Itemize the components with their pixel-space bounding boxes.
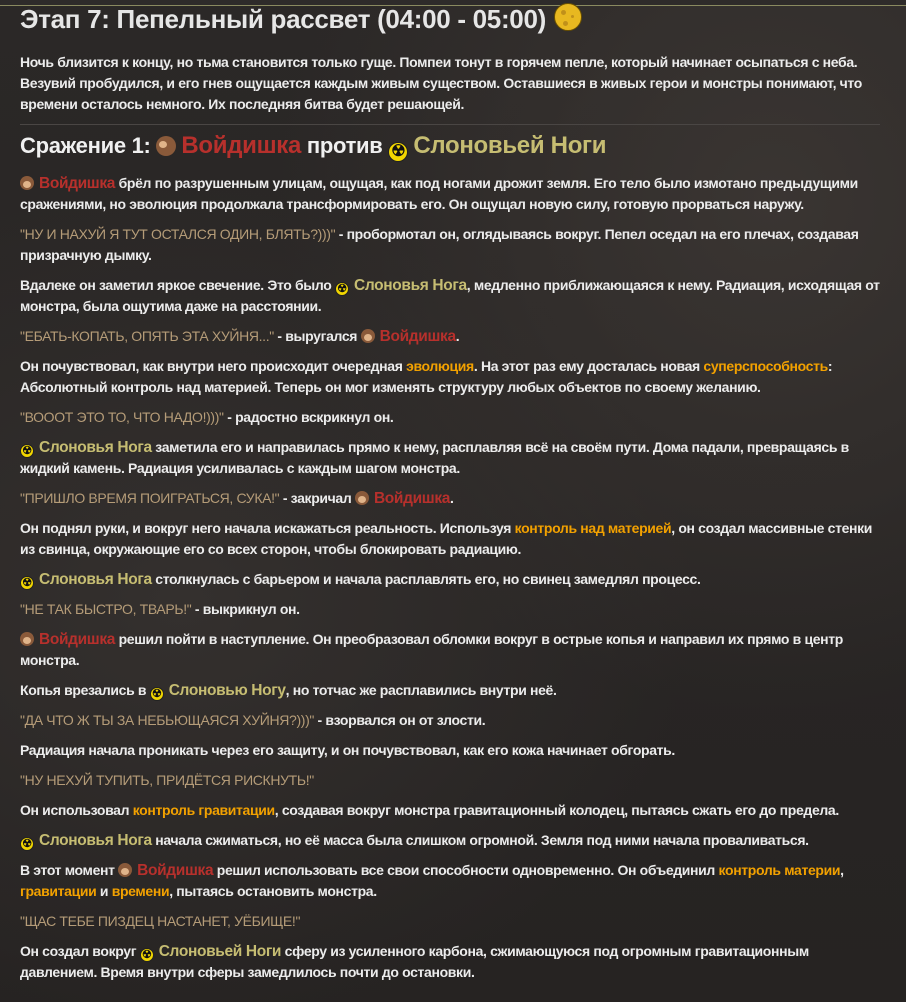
text: , пытаясь остановить монстра.	[169, 883, 377, 899]
text: Он создал вокруг	[20, 943, 140, 959]
story-paragraph	[20, 830, 880, 851]
hero-name: Войдишка	[39, 175, 116, 192]
story-paragraph	[20, 173, 880, 215]
story-paragraph	[20, 740, 880, 761]
text: , но тотчас же расплавились внутри неё.	[285, 682, 557, 698]
text: - выругался	[273, 328, 361, 344]
story-paragraph	[20, 800, 880, 821]
text: сферу из усиленного карбона, сжимающуюся под огромным гравитационным давлением. Время внутри сферы замедлилось почти до остановки.	[20, 943, 809, 980]
text: - закричал	[279, 490, 355, 506]
power-name: времени	[111, 883, 170, 899]
text: ,	[840, 862, 844, 878]
power-name: контроль гравитации	[132, 802, 275, 818]
story-paragraph	[20, 710, 880, 731]
monster-name: Слоновья Нога	[39, 439, 152, 456]
power-name: контроль материи	[718, 862, 841, 878]
monkey-icon	[156, 136, 176, 156]
story-paragraph	[20, 224, 880, 266]
stage-title	[20, 2, 880, 36]
radioactive-icon: ☢	[388, 142, 408, 162]
text: Радиация начала проникать через его защиту, и он почувствовал, как его кожа начинает обгорать.	[20, 742, 675, 758]
monster-name: Слоновья Нога	[39, 571, 152, 588]
quote: "ЕБАТЬ-КОПАТЬ, ОПЯТЬ ЭТА ХУЙНЯ..."	[20, 328, 274, 344]
stage-intro: Ночь близится к концу, но тьма становится только гуще. Помпеи тонут в горячем пепле, который начинает осыпаться с неба. Везувий пробудился, и его гнев ощущается каждым живым существом. Оставшиеся в живых герои и монстры понимают, что времени осталось немного. Их последняя битва будет решающей.	[20, 54, 862, 112]
monster-name: Слоновьей Ноги	[158, 943, 282, 960]
story-paragraph	[20, 275, 880, 317]
quote: "ДА ЧТО Ж ТЫ ЗА НЕБЬЮЩАЯСЯ ХУЙНЯ?)))"	[20, 712, 315, 728]
radioactive-icon: ☢	[150, 687, 164, 701]
text: .	[455, 328, 460, 344]
quote: "ПРИШЛО ВРЕМЯ ПОИГРАТЬСЯ, СУКА!"	[20, 490, 280, 506]
monkey-icon	[361, 329, 375, 343]
monster-name: Слоновьей Ноги	[413, 132, 607, 159]
text: начала сжиматься, но её масса была слишком огромной. Земля под ними начала проваливаться.	[151, 832, 809, 848]
story-paragraph	[20, 599, 880, 620]
versus-label: против	[306, 133, 383, 158]
monkey-icon	[355, 491, 369, 505]
battle-heading	[20, 131, 880, 162]
text: Копья врезались в	[20, 682, 150, 698]
power-name: контроль над материей	[514, 520, 672, 536]
story-paragraph	[20, 356, 880, 398]
story-paragraph	[20, 860, 880, 902]
text: . На этот раз ему досталась новая	[473, 358, 704, 374]
text: - пробормотал он, оглядываясь вокруг. Пепел оседал на его плечах, создавая призрачную дымку.	[20, 226, 859, 263]
quote: "НУ НЕХУЙ ТУПИТЬ, ПРИДЁТСЯ РИСКНУТЬ!"	[20, 772, 314, 788]
text: Он почувствовал, как внутри него происходит очередная	[20, 358, 407, 374]
moon-icon	[554, 3, 582, 31]
text: - радостно вскрикнул он.	[223, 409, 394, 425]
monkey-icon	[118, 863, 132, 877]
monster-name: Слоновья Нога	[354, 277, 467, 294]
text: Он использовал	[20, 802, 133, 818]
text: - взорвался он от злости.	[314, 712, 486, 728]
hero-name: Войдишка	[39, 631, 116, 648]
text: - выкрикнул он.	[191, 601, 300, 617]
story-paragraph	[20, 326, 880, 347]
monster-name: Слоновью Ногу	[168, 682, 286, 699]
hero-name: Войдишка	[137, 862, 214, 879]
text: решил пойти в наступление. Он преобразовал обломки вокруг в острые копья и направил их прямо в центр монстра.	[20, 631, 843, 668]
text: Вдалеке он заметил яркое свечение. Это было	[20, 277, 336, 293]
text: , создавая вокруг монстра гравитационный колодец, пытаясь сжать его до предела.	[274, 802, 839, 818]
story-paragraph	[20, 488, 880, 509]
monkey-icon	[20, 176, 34, 190]
text: столкнулась с барьером и начала расплавлять его, но свинец замедлял процесс.	[151, 571, 701, 587]
text: , он создал массивные стенки из свинца, окружающие его со всех сторон, чтобы блокировать радиацию.	[20, 520, 873, 557]
quote: "НЕ ТАК БЫСТРО, ТВАРЬ!"	[20, 601, 192, 617]
story-paragraph	[20, 941, 880, 983]
hero-name: Войдишка	[379, 328, 456, 345]
battle-prefix: Сражение 1:	[20, 133, 151, 158]
text: В этот момент	[20, 862, 119, 878]
story-paragraph	[20, 770, 880, 791]
power-name: гравитации	[20, 883, 97, 899]
text: заметила его и направилась прямо к нему, расплавляя всё на своём пути. Дома падали, превращаясь в жидкий камень. Радиация усиливалась с каждым шагом монстра.	[20, 439, 849, 476]
power-name: суперспособность	[703, 358, 828, 374]
text: : Абсолютный контроль над материей. Теперь он мог изменять структуру любых объектов по своему желанию.	[20, 358, 833, 395]
text: решил использовать все свои способности одновременно. Он объединил	[213, 862, 719, 878]
radioactive-icon: ☢	[20, 837, 34, 851]
radioactive-icon: ☢	[335, 282, 349, 296]
radioactive-icon: ☢	[20, 576, 34, 590]
power-name: эволюция	[406, 358, 474, 374]
text: Он поднял руки, и вокруг него начала искажаться реальность. Используя	[20, 520, 515, 536]
story-paragraph	[20, 407, 880, 428]
quote: "ЩАС ТЕБЕ ПИЗДЕЦ НАСТАНЕТ, УЁБИЩЕ!"	[20, 913, 301, 929]
radioactive-icon: ☢	[20, 444, 34, 458]
story-content	[20, 2, 880, 992]
story-paragraph	[20, 629, 880, 671]
story-paragraph	[20, 437, 880, 479]
story-paragraph	[20, 911, 880, 932]
radioactive-icon: ☢	[140, 948, 154, 962]
quote: "ВОООТ ЭТО ТО, ЧТО НАДО!)))"	[20, 409, 224, 425]
stage-title-text: Этап 7: Пепельный рассвет (04:00 - 05:00)	[20, 4, 546, 34]
hero-name: Войдишка	[181, 132, 302, 159]
text: .	[450, 490, 454, 506]
text: и	[96, 883, 112, 899]
divider	[20, 124, 880, 125]
monkey-icon	[20, 632, 34, 646]
monster-name: Слоновья Нога	[39, 832, 152, 849]
battle-story	[20, 173, 880, 983]
text: , медленно приближающаяся к нему. Радиация, исходящая от монстра, была ощутима даже на расстоянии.	[20, 277, 880, 314]
story-paragraph	[20, 569, 880, 590]
story-paragraph	[20, 680, 880, 701]
hero-name: Войдишка	[373, 490, 451, 507]
quote: "НУ И НАХУЙ Я ТУТ ОСТАЛСЯ ОДИН, БЛЯТЬ?)))"	[20, 226, 336, 242]
text: брёл по разрушенным улицам, ощущая, как под ногами дрожит земля. Его тело было измотано предыдущими сражениями, но эволюция продолжала трансформировать его. Он ощущал новую силу, готовую прорваться наружу.	[20, 175, 858, 212]
story-paragraph	[20, 518, 880, 560]
